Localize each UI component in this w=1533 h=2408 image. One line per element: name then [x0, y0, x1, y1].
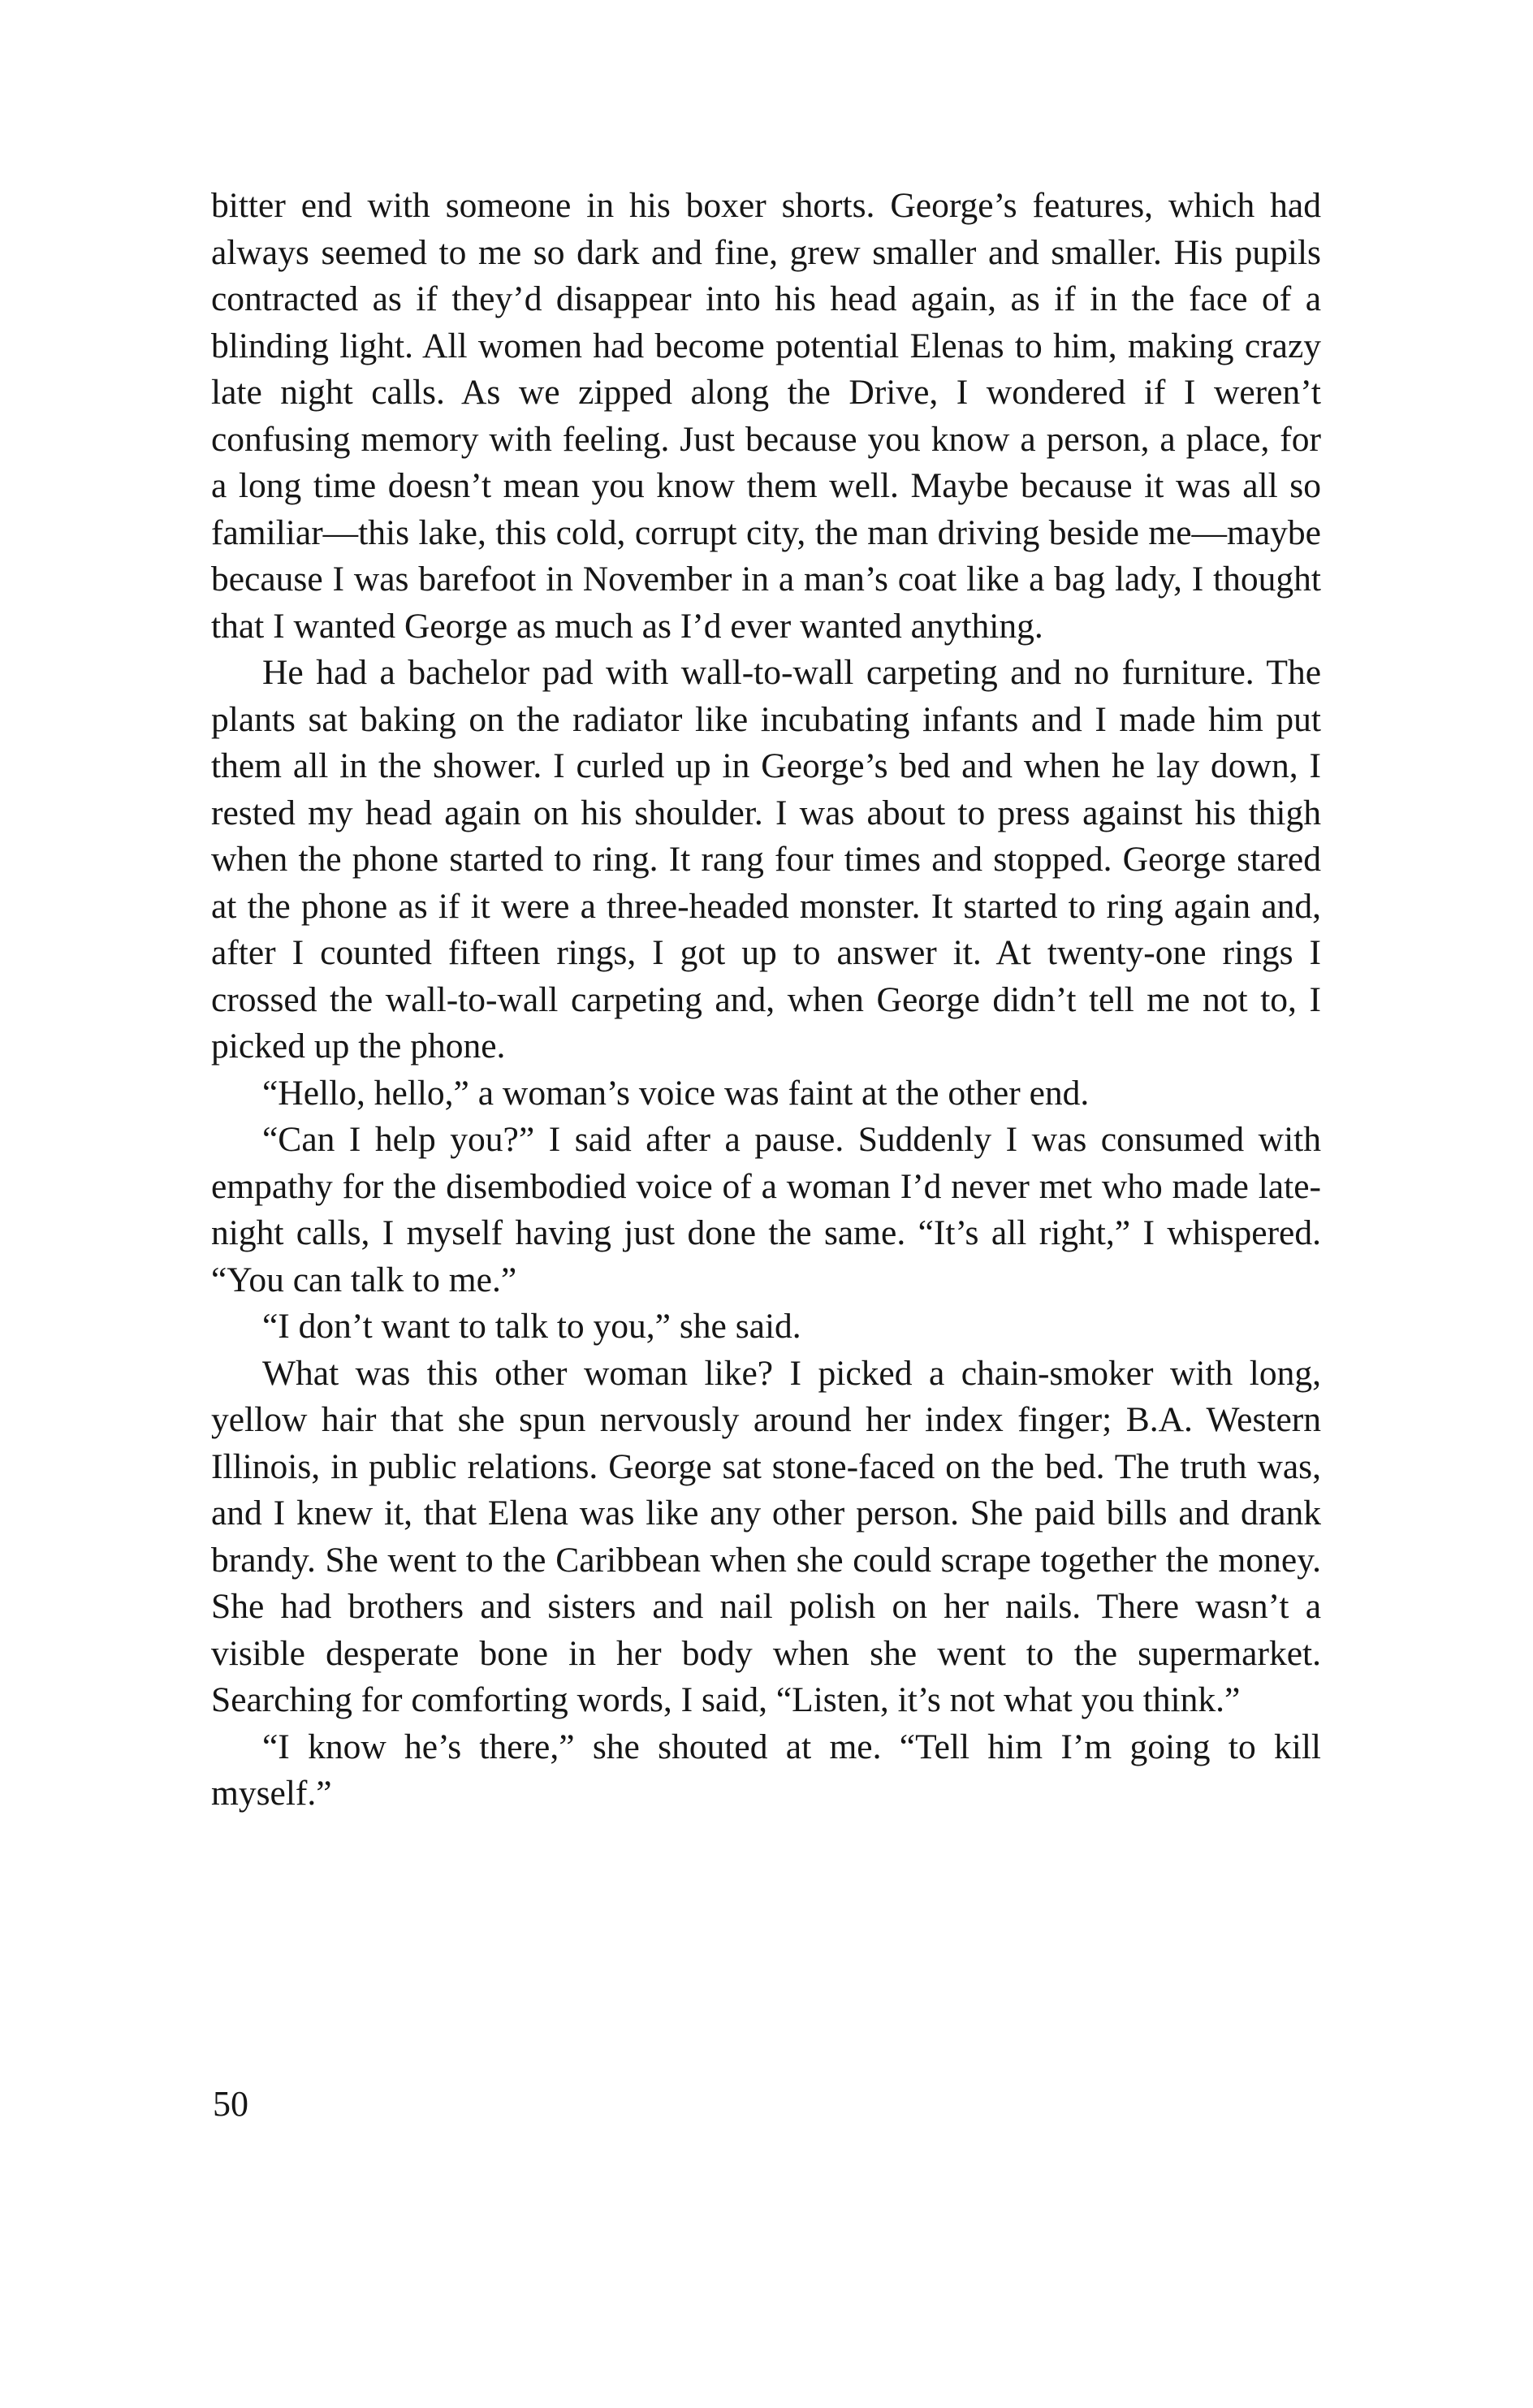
paragraph-7: “I know he’s there,” she shouted at me. “Tell him I’m going to kill myself.”: [211, 1727, 1321, 1813]
page-body: [211, 183, 1321, 1818]
paragraph-5: “I don’t want to talk to you,” she said.: [262, 1307, 801, 1346]
paragraph-3: “Hello, hello,” a woman’s voice was faint at the other end.: [262, 1073, 1090, 1113]
paragraph-6: What was this other woman like? I picked a chain-smoker with long, yellow hair that she spun nervously around her index finger; B.A. Western Illinois, in public relations. George sat stone-faced on the bed. The truth was, and I knew it, that Elena was like any other person. She paid bills and drank brandy. She went to the Caribbean when she could scrape together the money. She had brothers and sisters and nail polish on her nails. There wasn’t a visible desperate bone in her body when she went to the supermarket. Searching for comforting words, I said, “Listen, it’s not what you think.”: [211, 1353, 1321, 1719]
paragraph-1: bitter end with someone in his boxer shorts. George’s features, which had always seemed to me so dark and fine, grew smaller and smaller. His pupils contracted as if they’d disappear into his head again, as if in the face of a blinding light. All women had become potential Elenas to him, making crazy late night calls. As we zipped along the Drive, I wondered if I weren’t confusing memory with feeling. Just because you know a person, a place, for a long time doesn’t mean you know them well. Maybe because it was all so familiar—this lake, this cold, corrupt city, the man driving beside me—maybe because I was barefoot in November in a man’s coat like a bag lady, I thought that I wanted George as much as I’d ever wanted anything.: [211, 186, 1321, 646]
paragraph-4: “Can I help you?” I said after a pause. Suddenly I was consumed with empathy for the disembodied voice of a woman I’d never met who made late-night calls, I myself having just done the same. “It’s all right,” I whispered. “You can talk to me.”: [211, 1120, 1321, 1299]
paragraph-2: He had a bachelor pad with wall-to-wall carpeting and no furniture. The plants sat baking on the radiator like incubating infants and I made him put them all in the shower. I curled up in George’s bed and when he lay down, I rested my head again on his shoulder. I was about to press against his thigh when the phone started to ring. It rang four times and stopped. George stared at the phone as if it were a three-headed monster. It started to ring again and, after I counted fifteen rings, I got up to answer it. At twenty-one rings I crossed the wall-to-wall carpeting and, when George didn’t tell me not to, I picked up the phone.: [211, 653, 1321, 1066]
page-number: 50: [213, 2084, 248, 2124]
